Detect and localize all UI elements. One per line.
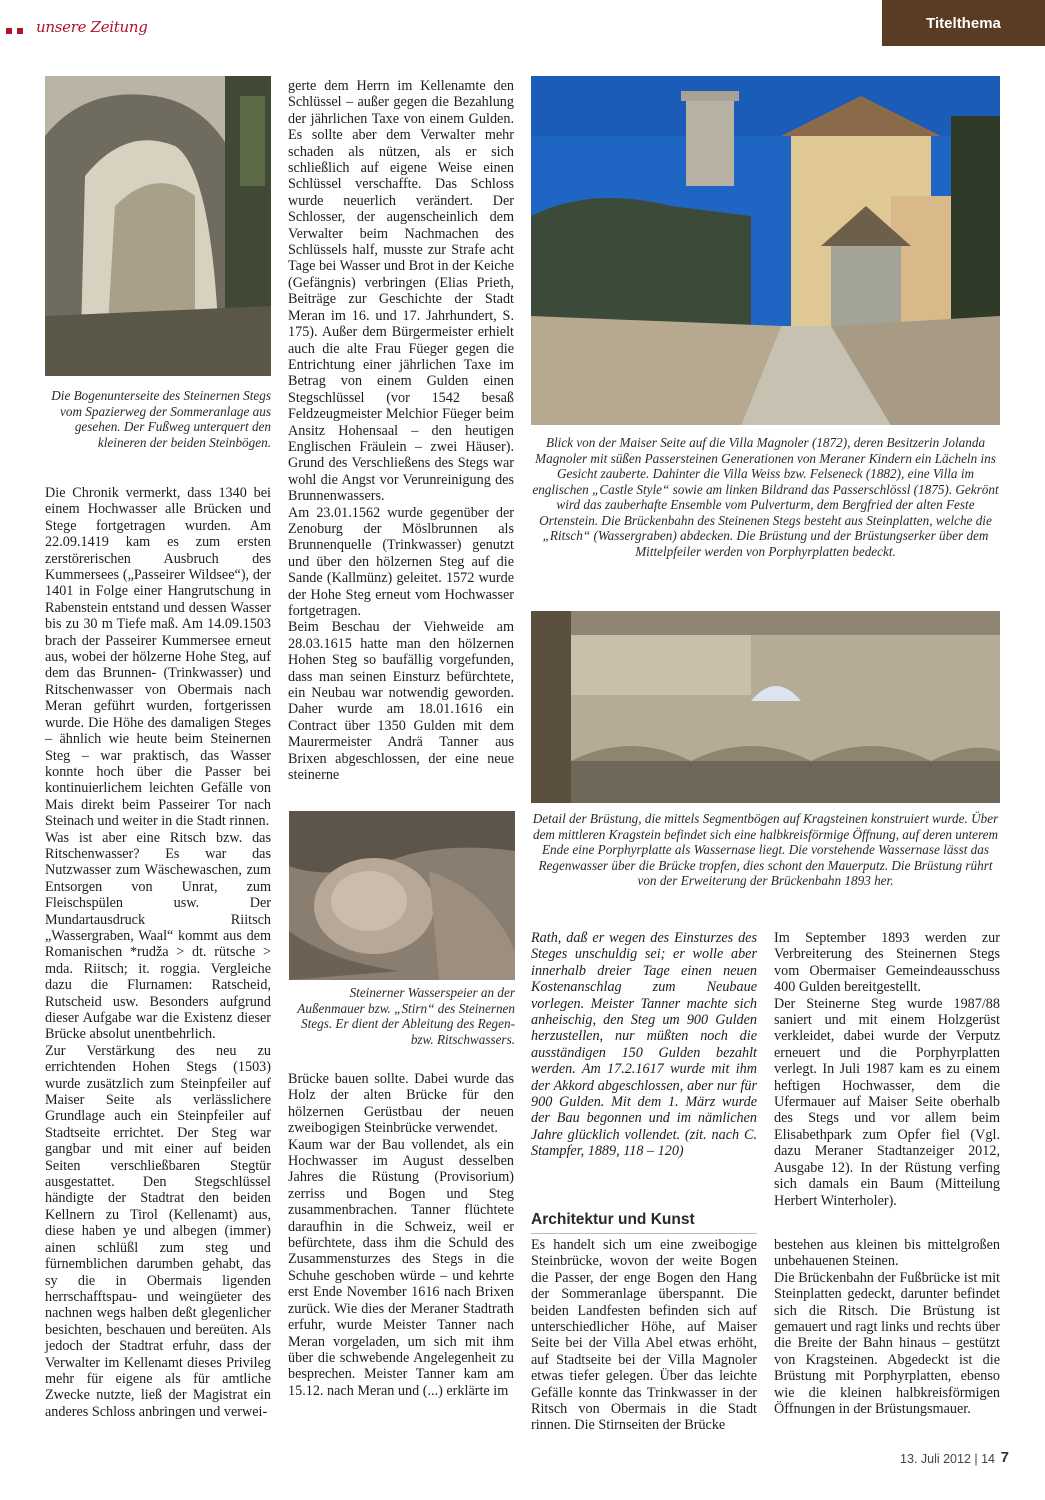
villa-caption: Blick von der Maiser Seite auf die Villa Magnoler (1872), deren Besitzerin Jolanda Magnoler mit süßen Passersteinen Generationen von Meraner Kindern ein Lächeln ins Gesicht zauberte. Dahinter die Villa Weiss bzw. Felseneck (1882), eine Villa im englischen „Castle Style“ sowie am linken Bildrand das Passerschlössl (1875). Gekrönt wird das zauberhafte Ensemble vom Pulverturm, dem Bergfried der alten Feste Ortenstein. Die Brückenbahn des Steinenen Stegs besteht aus Steinplatten, welche die „Ritsch“ (Wassergraben) abdecken. Die Brüstung und der Brüstungserker über dem Mittelpfeiler werden von Porphyrplatten bedeckt.: [532, 435, 999, 559]
col2-paragraph: Brücke bauen sollte. Dabei wurde das Holz der alten Brücke für den hölzernen Gerüstbau der neuen zweibogigen Steinbrücke verwendet.: [288, 1071, 514, 1137]
text-column-4-top: [774, 930, 1000, 1209]
arch-caption: Die Bogenunterseite des Steinernen Stegs vom Spazierweg der Sommeranlage aus gesehen. Der Fußweg unterquert den kleineren der beiden Steinbögen.: [51, 388, 271, 450]
parapet-photo: [531, 611, 1000, 803]
text-column-3-top: Rath, daß er wegen des Einsturzes des Steges unschuldig sei; er wolle aber innerhalb dreier Tage einen neuen Kostenanschlag zum Neubaue vorlegen. Meister Tanner machte sich anheischig, den Steg um 900 Gulden herzustellen, nur müßten noch die ausständigen 150 Gulden bezahlt werden. Am 17.2.1617 wurde mit ihm der Akkord abgeschlossen, aber nur für 900 Gulden. Mit dem 1. März wurde der Bau begonnen und im nämlichen Jahre glücklich vollendet. (zit. nach C. Stampfer, 1889, 118 – 120): [531, 930, 757, 1160]
col1-paragraph: Was ist aber eine Ritsch bzw. das Ritschenwasser? Es war das Nutzwasser zum Wäschewaschen, zum Entsorgen von Unrat, zum Fleischspülen usw. Der Mundartausdruck Riitsch „Wassergraben, Waal“ kommt aus dem Romanischen *rudža > dt. rütsche > mda. Riitsch; it. roggia. Vergleiche dazu die Flurnamen: Ratscheid, Rutscheid usw. Besonders aufgrund dieser Aufgabe war die Existenz dieser Brücke absolut unentbehrlich.: [45, 829, 271, 1043]
section-heading: Architektur und Kunst: [531, 1211, 695, 1228]
page-number: 7: [1000, 1449, 1009, 1466]
text-column-1: [45, 485, 271, 1420]
col2-paragraph: Beim Beschau der Viehweide am 28.03.1615 hatte man den hölzernen Hohen Steg so baufällig vorgefunden, dass man seinen Einsturz befürchtete, ein Neubau war notwendig geworden. Daher wurde am 18.01.1616 ein Contract über 1350 Gulden mit dem Maurermeister Andrä Tanner aus Brixen abgeschlossen, der eine neue steinerne: [288, 619, 514, 784]
col1-paragraph: Die Chronik vermerkt, dass 1340 bei einem Hochwasser alle Brücken und Stege fortgetragen wurden. Am 22.09.1419 kam es zum ersten zerstörerischen Ausbruch des Kummersees („Passeirer Wildsee“), der 1401 in Folge einer Hangrutschung in Rabenstein entstand und dessen Wasser bis zu 30 m Tiefe maß. Am 14.09.1503 brach der Passeirer Kummersee erneut aus, wobei der hölzerne Hohe Steg, auf dem das Brunnen- (Trinkwasser) und Ritschenwasser von Obermais nach Meran geführt wurden, fortgerissen wurde. Die Höhe des damaligen Steges – ähnlich wie heute beim Steinernen Steg – war praktisch, das Wasser konnte hoch über die Passer bei kontinuierlichem leichten Gefälle von Mais direkt beim Passeirer Tor nach Steinach und weiter in die Stadt rinnen.: [45, 485, 271, 830]
text-column-4-bottom: [774, 1237, 1000, 1417]
heading-rule: [531, 1233, 757, 1234]
section-tab: Titelthema: [882, 0, 1045, 46]
col1-paragraph: Zur Verstärkung des neu zu errichtenden Hohen Stegs (1503) wurde zusätzlich zum Steinpfeiler auf Maiser Seite als verlässlichere Grundlage auch ein Steinpfeiler auf Stadtseite errichtet. Der Steg war gangbar und mit einer auf beiden Seiten verschließbaren Stegtür ausgestattet. Den Stegschlüssel händigte der Stadtrat den beiden Kellnern zu Tirol (Kellenamt) aus, diese haben ye und albegen (immer) ainen schlüßl zum steg und fürnemblichen darumben gehabt, das sy die in Obermais ligenden herrschafftspau- und weingüeter des nachnen wegs halben deßt glegenlicher besichten, beschauen und bereüten. Als jedoch der Stadtrat erfuhr, dass der Verwalter im Kellenamt dieses Privileg mehr für eigene als für amtliche Zwecke nutzte, ließ der Magistrat ein anderes Schloss anbringen und verwei-: [45, 1042, 271, 1420]
text-column-2-top: [288, 78, 514, 783]
col2-paragraph: Am 23.01.1562 wurde gegenüber der Zenoburg der Möslbrunnen als Brunnenquelle (Trinkwasser) genutzt und über den hölzernen Steg auf die Sande (Kallmünz) geleitet. 1572 wurde der Hohe Steg erneut vom Hochwasser fortgetragen.: [288, 504, 514, 619]
publication-logo: unsere Zeitung: [36, 18, 148, 36]
text-column-3-bottom: Es handelt sich um eine zweibogige Steinbrücke, wovon der weite Bogen die Passer, der enge Bogen den Hang der Sommeranlage überspannt. Die beiden Landfesten befinden sich auf unterschiedlicher Höhe, auf Maiser Seite bei der Villa Abel etwas erhöht, auf Stadtseite bei der Villa Magnoler etwas tiefer gelegen. Über das leichte Gefälle konnte das Trinkwasser in der Ritsch von Obermais in die Stadt rinnen. Die Stirnseiten der Brücke: [531, 1237, 757, 1434]
water-spout-caption: Steinerner Wasserspeier an der Außenmauer bzw. „Stirn“ des Steinernen Stegs. Er dient der Ableitung des Regen- bzw. Ritschwassers.: [297, 985, 515, 1047]
villa-photo: [531, 76, 1000, 425]
col4-paragraph: Die Brückenbahn der Fußbrücke ist mit Steinplatten gedeckt, darunter befindet sich die Ritsch. Die Brüstung ist gemauert und ragt links und rechts über die Breite der Bahn hinaus – gestützt von Kragsteinen. Abgedeckt ist die Brüstung mit Porphyrplatten, ebenso wie die kleinen halbkreisförmigen Öffnungen in der Brüstungsmauer.: [774, 1269, 1000, 1418]
text-column-2-bottom: [288, 1071, 514, 1399]
water-spout-photo: [289, 811, 515, 980]
col4-paragraph: Der Steinerne Steg wurde 1987/88 saniert und mit einem Holzgerüst verkleidet, dabei wurde der Verputz erneuert und die Porphyrplatten verlegt. In Juli 1987 kam es zu einem heftigen Hochwasser, dem die Ufermauer auf Maiser Seite oberhalb des Stegs und vor allem beim Elisabethpark zum Opfer fiel (Vgl. dazu Meraner Stadtanzeiger 2012, Ausgabe 12). In der Rüstung verfing sich damals ein Baum (Mitteilung Herbert Winterholer).: [774, 995, 1000, 1209]
col4-paragraph: bestehen aus kleinen bis mittelgroßen unbehauenen Steinen.: [774, 1237, 1000, 1270]
header-marks: [6, 28, 23, 34]
col2-paragraph: Kaum war der Bau vollendet, als ein Hochwasser im August desselben Jahres die Rüstung (Provisorium) zerriss und Bogen und Steg zusammenbrachen. Tanner flüchtete daraufhin in die Schweiz, weil er befürchtete, dass ihm die Schuld des Zusammensturzes des Stegs in die Schuhe geschoben würde – und kehrte erst Ende November 1616 nach Brixen zurück. Wie dies der Meraner Stadtrath erfuhr, wurde Meister Tanner nach Meran vorgeladen, um sich mit ihm über die schwebende Angelegenheit zu besprechen. Meister Tanner kam am 15.12. nach Meran und (...) erklärte im: [288, 1136, 514, 1399]
col4-paragraph: Im September 1893 werden zur Verbreiterung des Steinernen Stegs vom Obermaiser Gemeindeausschuss 400 Gulden bereitgestellt.: [774, 930, 1000, 996]
parapet-caption: Detail der Brüstung, die mittels Segmentbögen auf Kragsteinen konstruiert wurde. Über dem mittleren Kragstein befindet sich eine halbkreisförmige Öffnung, auf deren unterem Ende eine Porphyrplatte als Wassernase liegt. Die vorstehende Wassernase lässt das Regenwasser über die Brücke tropfen, dies schont den Mauerputz. Die Brüstung rührt von der Erweiterung der Brückenbahn 1893 her.: [532, 811, 999, 888]
arch-photo: [45, 76, 271, 376]
issue-date: 13. Juli 2012 | 14: [900, 1452, 995, 1466]
col2-paragraph: gerte dem Herrn im Kellenamte den Schlüssel – außer gegen die Bezahlung der jährlichen Taxe von einem Gulden. Es sollte aber dem Verwalter mehr schaden als nützen, als er sich schließlich auf eigene Weise einen Schlüssel verschaffte. Das Schloss wurde neuerlich verändert. Der Schlosser, der augenscheinlich dem Verwalter beim Nachmachen des Schlüssels half, musste zur Strafe acht Tage bei Wasser und Brot in der Keiche (Gefängnis) verbringen (Elias Prieth, Beiträge zur Geschichte der Stadt Meran im 16. und 17. Jahrhundert, S. 175). Außer dem Bürgermeister erhielt auch die alte Frau Füeger gegen die Entrichtung einer jährlichen Taxe im Betrag von einem Gulden einen Stegschlüssel (vor 1542 besaß Feldzeugmeister Melchior Füeger beim Ansitz Hohensaal – den heutigen Englischen Fräulein – zwei Häuser). Grund des Verschließens des Stegs war wohl die Angst vor Verunreinigung des Brunnenwassers.: [288, 78, 514, 505]
